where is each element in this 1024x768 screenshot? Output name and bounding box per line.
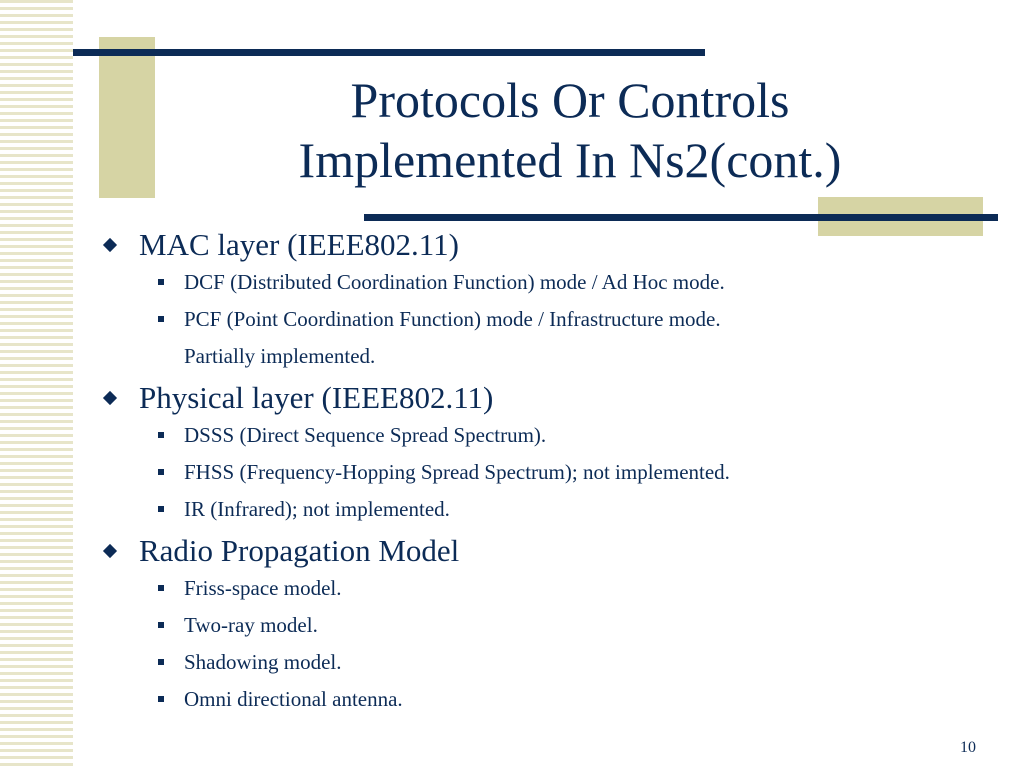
bullet-item-level2 [105,264,995,301]
square-bullet-icon [158,432,164,438]
bullet-item-level1 [105,379,995,417]
bullet-text: PCF (Point Coordination Function) mode / Infrastructure mode. [184,307,721,331]
bullet-item-level2 [105,301,995,338]
section-heading: MAC layer (IEEE802.11) [139,227,459,262]
section-heading: Radio Propagation Model [139,533,460,568]
square-bullet-icon [158,316,164,322]
square-bullet-icon [158,469,164,475]
bullet-item-level2 [105,570,995,607]
bullet-text: DSSS (Direct Sequence Spread Spectrum). [184,423,547,447]
bullet-text: Friss-space model. [184,576,342,600]
slide-title-line-1: Protocols Or Controls [350,72,790,128]
decorative-stripes [0,0,73,768]
section-radio-propagation [105,532,995,718]
bullet-item-level1 [105,226,995,264]
square-bullet-icon [158,506,164,512]
bullet-item-level2 [105,417,995,454]
section-heading: Physical layer (IEEE802.11) [139,380,494,415]
diamond-bullet-icon [103,391,117,405]
square-bullet-icon [158,696,164,702]
diamond-bullet-icon [103,544,117,558]
square-bullet-icon [158,585,164,591]
slide-content [105,224,995,722]
decorative-block-top [99,37,155,198]
section-mac-layer [105,226,995,375]
square-bullet-icon [158,279,164,285]
bullet-continuation [105,338,995,375]
section-physical-layer [105,379,995,528]
bullet-item-level2 [105,454,995,491]
title-rule-bottom [364,214,998,221]
page-number: 10 [960,739,976,756]
bullet-item-level1 [105,532,995,570]
bullet-text: DCF (Distributed Coordination Function) mode / Ad Hoc mode. [184,270,725,294]
bullet-item-level2 [105,491,995,528]
slide-title [160,70,980,190]
bullet-text: Two-ray model. [184,613,318,637]
bullet-text: Shadowing model. [184,650,342,674]
bullet-item-level2 [105,607,995,644]
bullet-text: IR (Infrared); not implemented. [184,497,450,521]
bullet-item-level2 [105,681,995,718]
square-bullet-icon [158,622,164,628]
bullet-text: Partially implemented. [184,344,376,368]
bullet-text: FHSS (Frequency-Hopping Spread Spectrum); not implemented. [184,460,730,484]
bullet-item-level2 [105,644,995,681]
bullet-text: Omni directional antenna. [184,687,403,711]
square-bullet-icon [158,659,164,665]
diamond-bullet-icon [103,238,117,252]
slide-title-line-2: Implemented In Ns2(cont.) [298,132,842,188]
title-rule-top [73,49,705,56]
